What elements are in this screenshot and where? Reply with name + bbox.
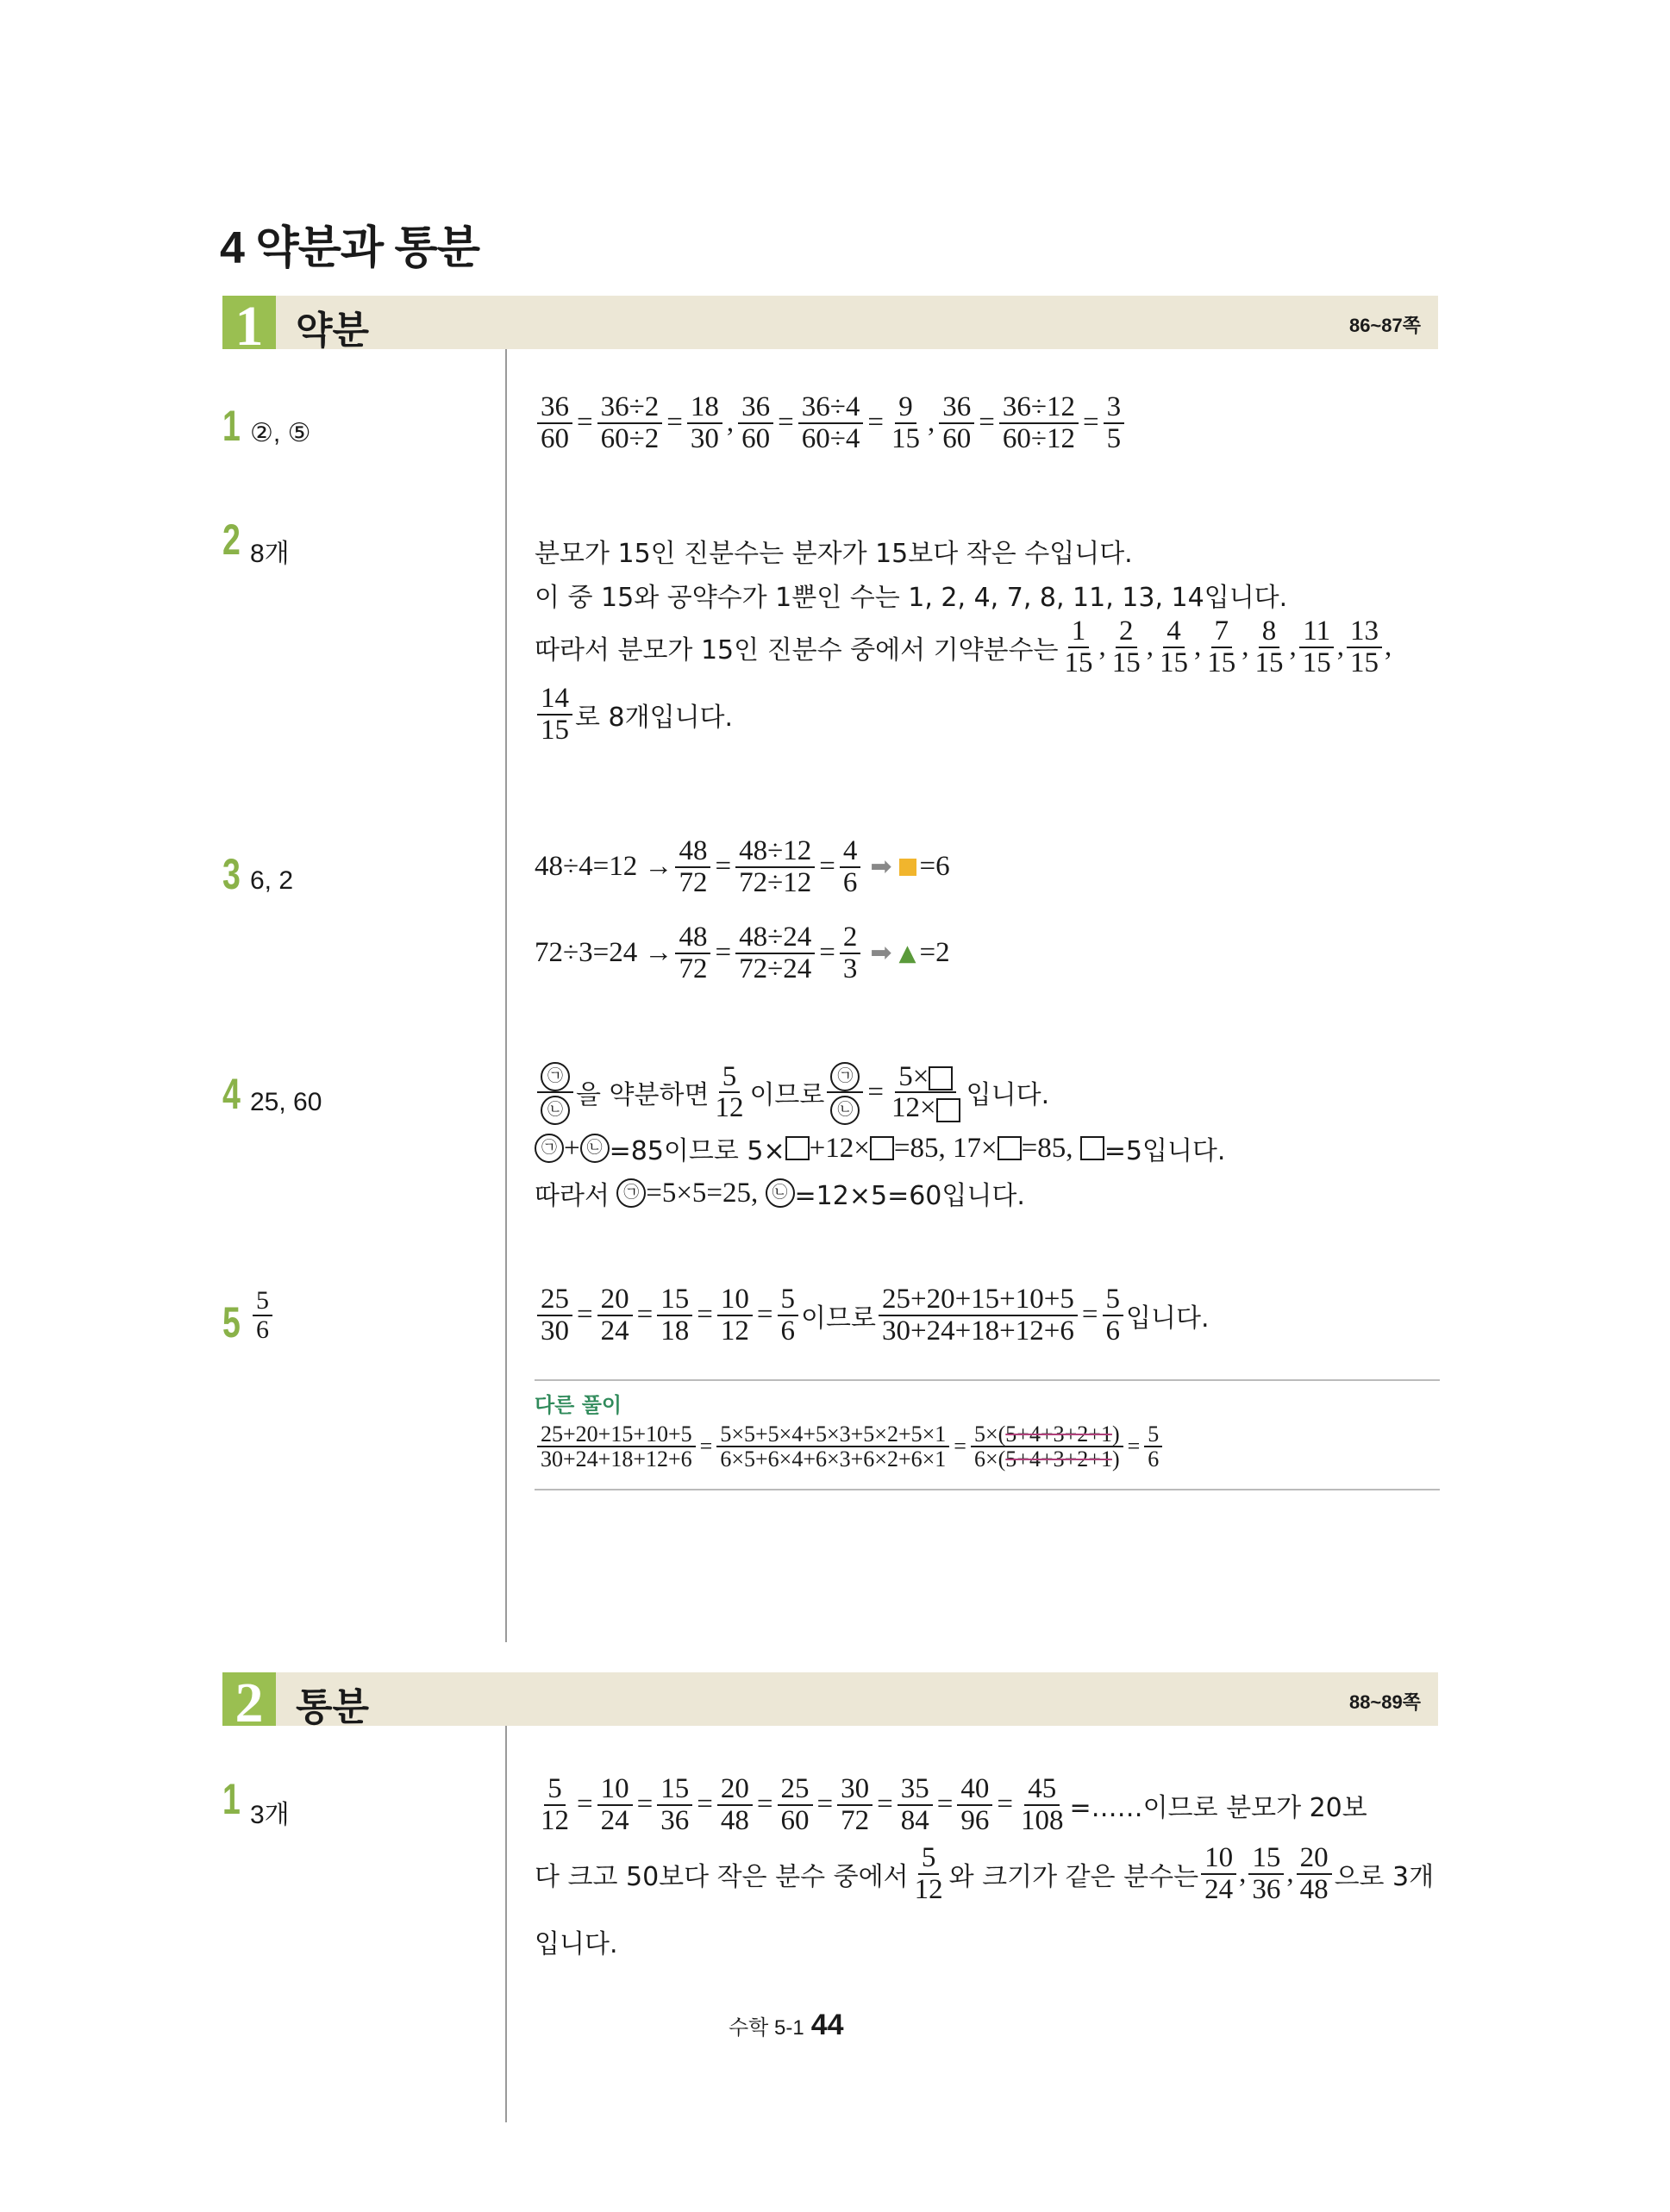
- section-title: 통분: [296, 1686, 370, 1728]
- solution-line: 따라서 분모가 15인 진분수 중에서 기약분수는 $\frac{1}{15}$ , $\frac{2}{15}$ , $\frac{4}{15}$ , $\frac{7}{15}$ , $\frac{8}{15}$ , $\frac{11}{15}$ , $\frac{13}{15}$ ,: [535, 615, 1392, 678]
- solution-line: 48÷4=12 → $\frac{48}{72}$ = $\frac{48\div 12}{72\div 12}$ = $\frac{4}{6}$ ➡ =6: [535, 835, 950, 898]
- answer: 6, 2: [250, 866, 294, 895]
- question-number: 4: [222, 1070, 241, 1118]
- subject-label: 수학 5-1: [729, 2016, 804, 2040]
- answer: 3개: [250, 1801, 290, 1829]
- solution-line: $\frac{5}{12}$ = $\frac{10}{24}$ = $\frac{15}{36}$ = $\frac{20}{48}$ = $\frac{25}{60}$ = $\frac{30}{72}$ = $\frac{35}{84}$ = $\frac{40}{96}$ = $\frac{45}{108}$ =……이므로 분모가 20보: [541, 1773, 1367, 1836]
- section-pages: 86~87쪽: [1348, 315, 1421, 336]
- answer: 8개: [250, 540, 290, 568]
- solution-line: 다 크고 50보다 작은 분수 중에서 $\frac{5}{12}$ 와 크기가 같은 분수는 $\frac{10}{24}$ , $\frac{15}{36}$ , $\frac{20}{48}$ 으로 3개: [535, 1842, 1435, 1905]
- section-header-2: [222, 1672, 1438, 1726]
- solution-line: $\frac{14}{15}$ 로 8개입니다.: [535, 684, 733, 745]
- solution-line: 분모가 15인 진분수는 분자가 15보다 작은 수입니다.: [535, 539, 1133, 569]
- answer: 25, 60: [250, 1088, 322, 1116]
- alternative-solution-box: [535, 1379, 1440, 1490]
- section-header-1: [222, 296, 1438, 352]
- section-pages: 88~89쪽: [1348, 1691, 1421, 1713]
- triangle-icon: ▲: [898, 940, 916, 966]
- section-number: 2: [222, 1672, 276, 1726]
- chapter-title: 4 약분과 통분: [220, 223, 479, 273]
- page-number: 44: [810, 2009, 844, 2041]
- solution-line: $\frac{25}{30}$ = $\frac{20}{24}$ = $\frac{15}{18}$ = $\frac{10}{12}$ = $\frac{5}{6}$ 이므로 $\frac{25+20+15+10+5}{30+24+18+12+6}$ = $\frac{5}{6}$ 입니다.: [535, 1284, 1210, 1346]
- alt-solution-title: 다른 풀이: [535, 1393, 622, 1417]
- section-number: 1: [222, 296, 276, 349]
- question-number: 5: [222, 1298, 241, 1347]
- page-footer: [729, 2009, 844, 2042]
- column-divider: [505, 1726, 507, 2122]
- question-number: 1: [222, 402, 241, 450]
- solution-line: ㉠ + ㉡ =85이므로 5× +12× =85, 17× =85, =5입니다.: [535, 1129, 1225, 1167]
- arrow-right-icon: ➡: [870, 852, 892, 883]
- solution-line: 이 중 15와 공약수가 1뿐인 수는 1, 2, 4, 7, 8, 11, 13, 14입니다.: [535, 583, 1288, 613]
- arrow-right-icon: ➡: [870, 938, 892, 969]
- solution-line: 따라서 ㉠ =5×5=25, ㉡ =12×5=60입니다.: [535, 1177, 1025, 1211]
- question-number: 2: [222, 516, 241, 564]
- column-divider: [505, 349, 507, 1642]
- answer: ②, ⑤: [250, 419, 311, 447]
- answer: $\frac{5}{6}$: [250, 1287, 275, 1343]
- question-number: 1: [222, 1775, 241, 1823]
- solution-line: 72÷3=24 → $\frac{48}{72}$ = $\frac{48\div 24}{72\div 24}$ = $\frac{2}{3}$ ➡ ▲ =2: [535, 922, 950, 984]
- solution-line: $\frac{㉠}{㉡}$ 을 약분하면 $\frac{5}{12}$ 이므로 $\frac{㉠}{㉡}$ = $\frac{5\times}{12\times}$ 입니다.: [535, 1060, 1049, 1125]
- section-title: 약분: [296, 309, 370, 352]
- solution-line: 입니다.: [535, 1929, 618, 1959]
- question-number: 3: [222, 850, 241, 898]
- alt-solution-expression: $\frac{25+20+15+10+5}{30+24+18+12+6}$ = $\frac{5\times 5+5\times 4+5\times 3+5\times 2+5\times 1}{6\times 5+6\times 4+6\times 3+6\times 2+6\times 1}$ = $\frac{5\times(5+4+3+2+1)}{6\times(5+4+3+2+1)}$ = $\frac{5}{6}$: [535, 1422, 1165, 1472]
- solution-line: $\frac{36}{60}$ = $\frac{36\div 2}{60\div 2}$ = $\frac{18}{30}$ , $\frac{36}{60}$ = $\frac{36\div 4}{60\div 4}$ = $\frac{9}{15}$ , $\frac{36}{60}$ = $\frac{36\div 12}{60\div 12}$ = $\frac{3}{5}$: [535, 392, 1127, 453]
- square-icon: [899, 859, 916, 876]
